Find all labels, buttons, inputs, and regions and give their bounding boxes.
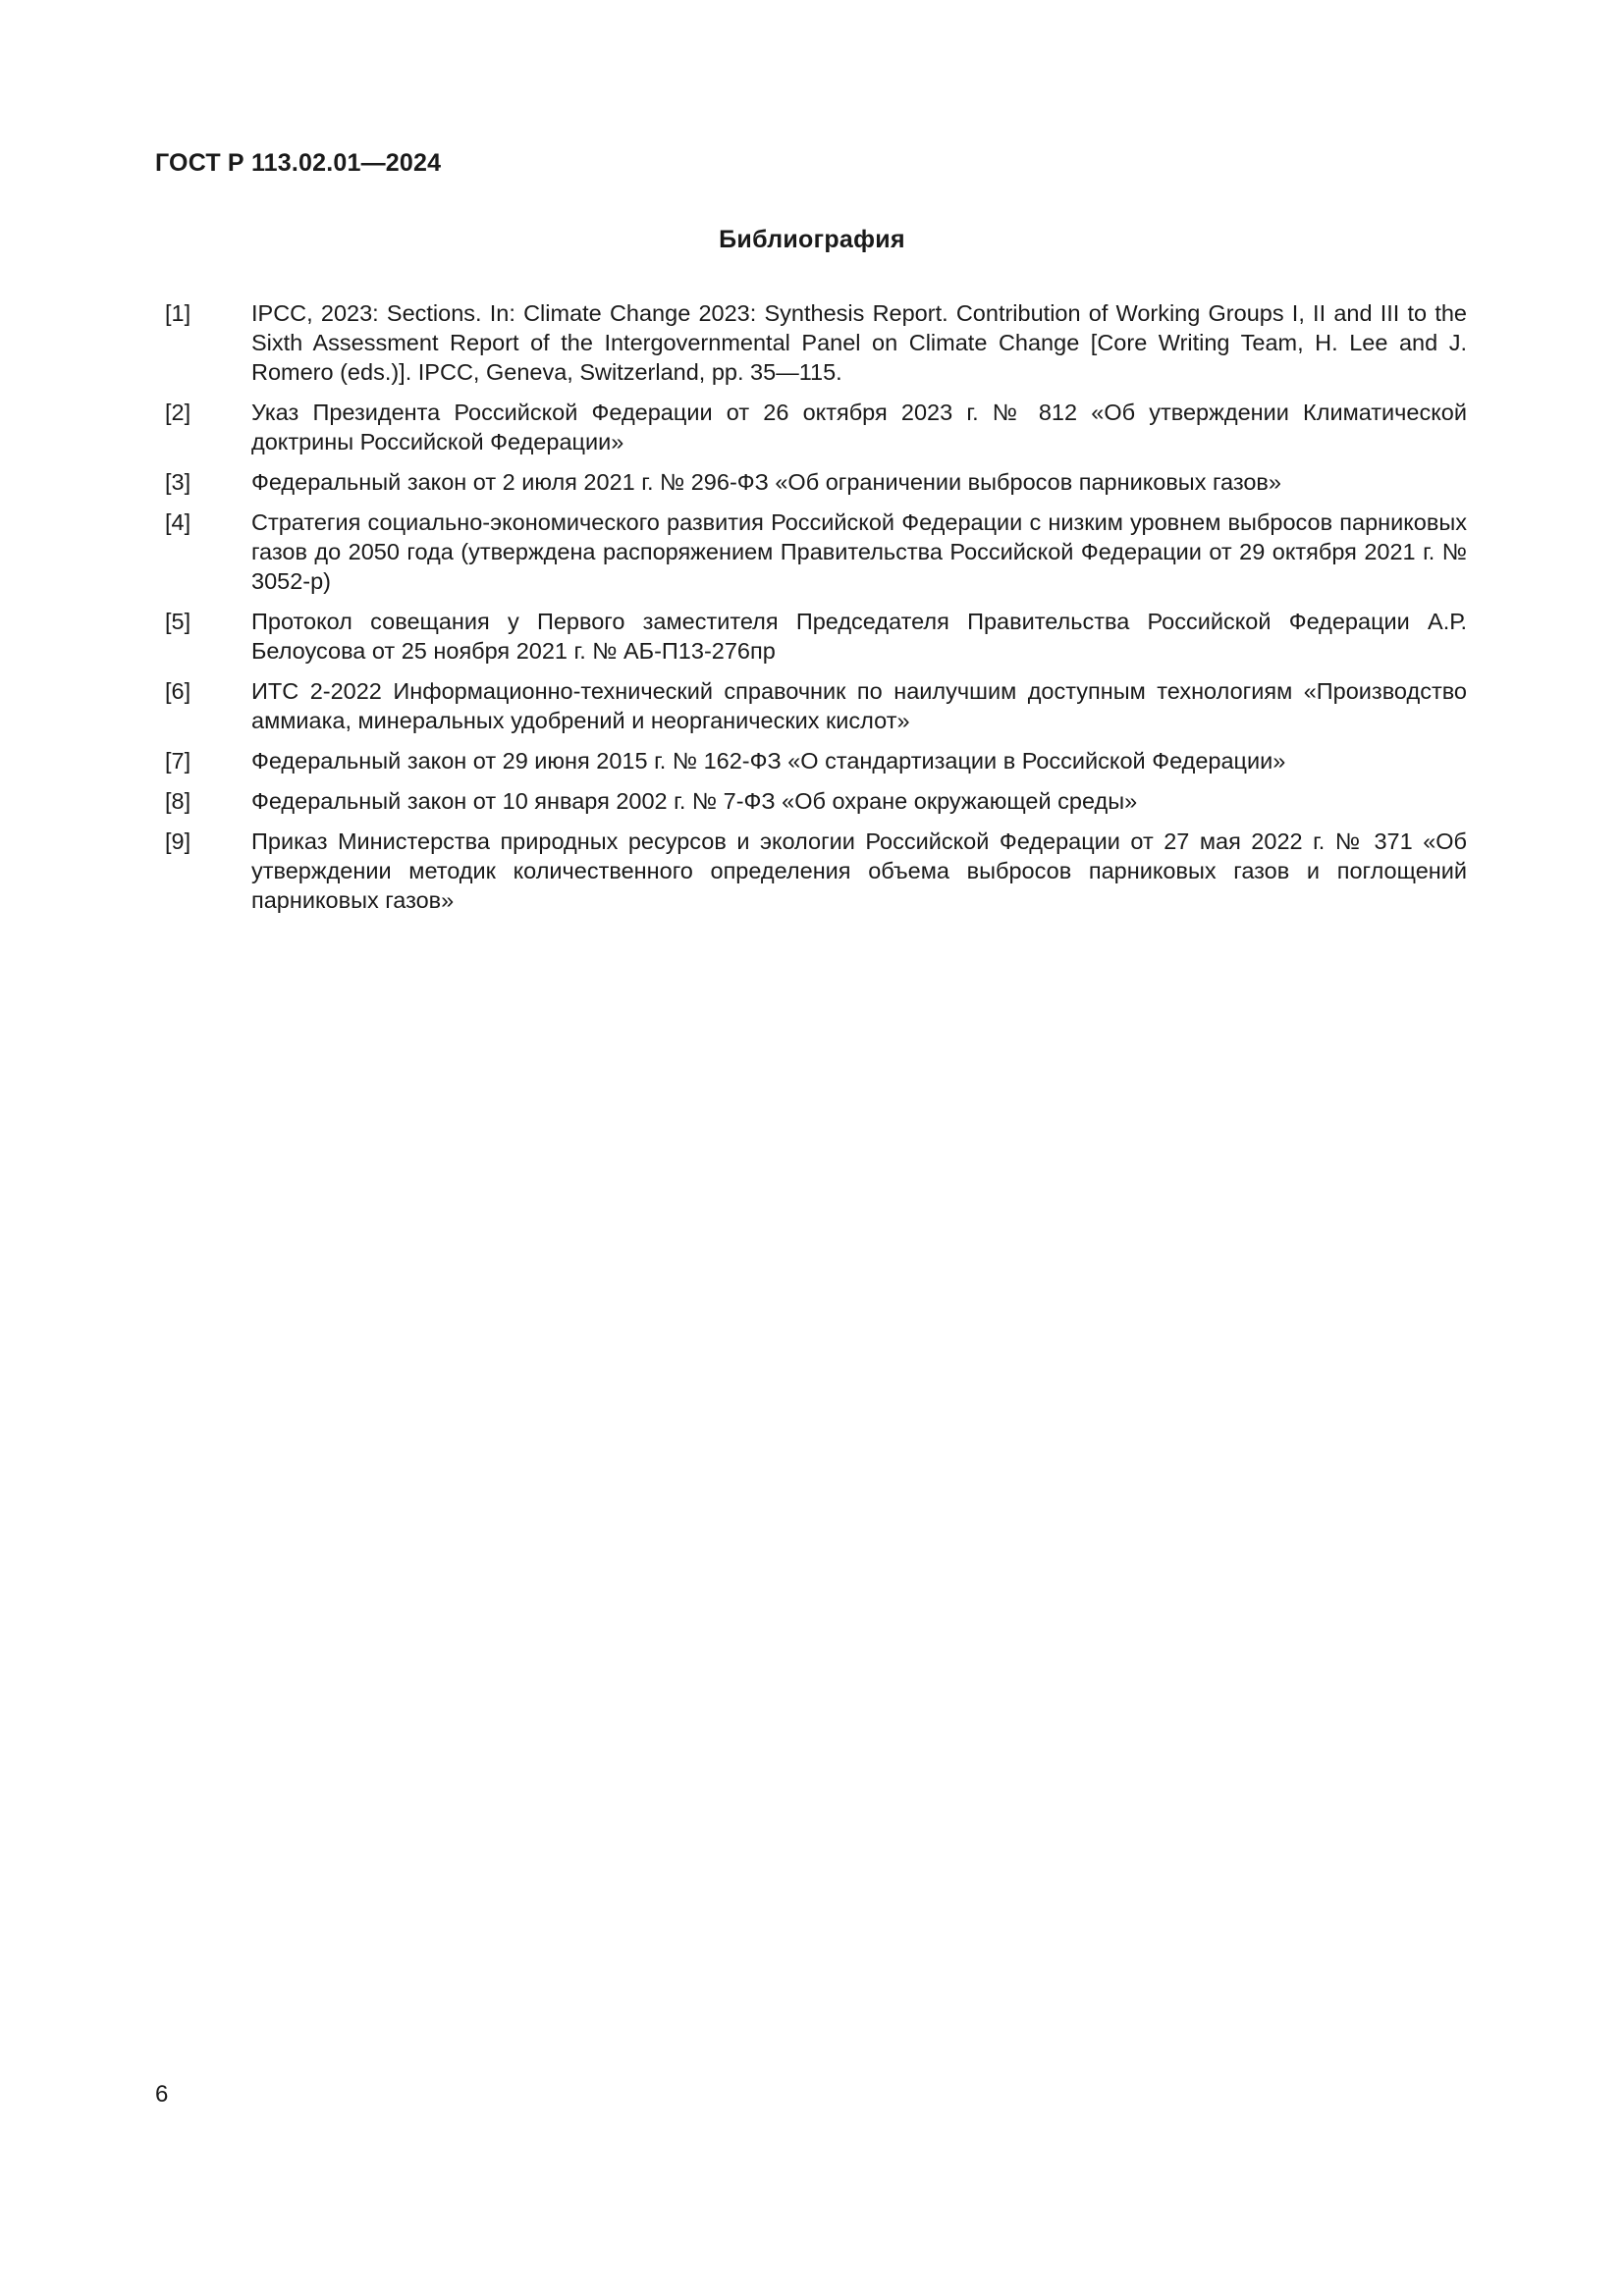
bibliography-item <box>165 827 1467 915</box>
reference-text: Протокол совещания у Первого заместителя Председателя Правительства Российской Федерации А.Р. Белоусова от 25 ноября 2021 г. № АБ-П13-276пр <box>251 609 1467 664</box>
reference-number: [8] <box>165 788 191 814</box>
reference-text: Указ Президента Российской Федерации от 26 октября 2023 г. № 812 «Об утверждении Климатической доктрины Российской Федерации» <box>251 400 1467 454</box>
bibliography-item <box>165 676 1467 735</box>
bibliography-item <box>165 786 1467 816</box>
reference-number: [9] <box>165 828 191 854</box>
reference-text: Приказ Министерства природных ресурсов и экологии Российской Федерации от 27 мая 2022 г. № 371 «Об утверждении методик количественного определения объема выбросов парниковых газов и поглощений парниковых газов» <box>251 828 1467 913</box>
reference-number: [6] <box>165 678 191 704</box>
reference-text: Федеральный закон от 2 июля 2021 г. № 296-ФЗ «Об ограничении выбросов парниковых газов» <box>251 469 1281 495</box>
reference-text: Федеральный закон от 10 января 2002 г. № 7-ФЗ «Об охране окружающей среды» <box>251 788 1138 814</box>
reference-text: Федеральный закон от 29 июня 2015 г. № 162-ФЗ «О стандартизации в Российской Федерации» <box>251 748 1286 774</box>
page-number: 6 <box>155 2081 169 2108</box>
reference-number: [5] <box>165 609 191 634</box>
bibliography-item <box>165 467 1467 497</box>
reference-number: [2] <box>165 400 191 425</box>
reference-text: Стратегия социально-экономического развития Российской Федерации с низким уровнем выбросов парниковых газов до 2050 года (утверждена распоряжением Правительства Российской Федерации от 29 октября 2021 г. № 3052-р) <box>251 509 1467 594</box>
reference-number: [1] <box>165 300 191 326</box>
reference-number: [7] <box>165 748 191 774</box>
bibliography-item <box>165 746 1467 775</box>
document-code: ГОСТ Р 113.02.01—2024 <box>155 149 442 177</box>
bibliography-item <box>165 507 1467 596</box>
bibliography-item <box>165 298 1467 387</box>
reference-number: [3] <box>165 469 191 495</box>
reference-text: ИТС 2-2022 Информационно-технический справочник по наилучшим доступным технологиям «Производство аммиака, минеральных удобрений и неорганических кислот» <box>251 678 1467 733</box>
reference-text: IPCC, 2023: Sections. In: Climate Change 2023: Synthesis Report. Contribution of Working Groups I, II and III to the Sixth Assessment Report of the Intergovernmental Panel on Climate Change [Core Writing Team, H. Lee and J. Romero (eds.)]. IPCC, Geneva, Switzerland, pp. 35—115. <box>251 300 1467 385</box>
reference-number: [4] <box>165 509 191 535</box>
bibliography-item <box>165 607 1467 666</box>
bibliography-list <box>165 298 1467 926</box>
bibliography-item <box>165 398 1467 456</box>
section-title: Библиография <box>719 226 905 253</box>
